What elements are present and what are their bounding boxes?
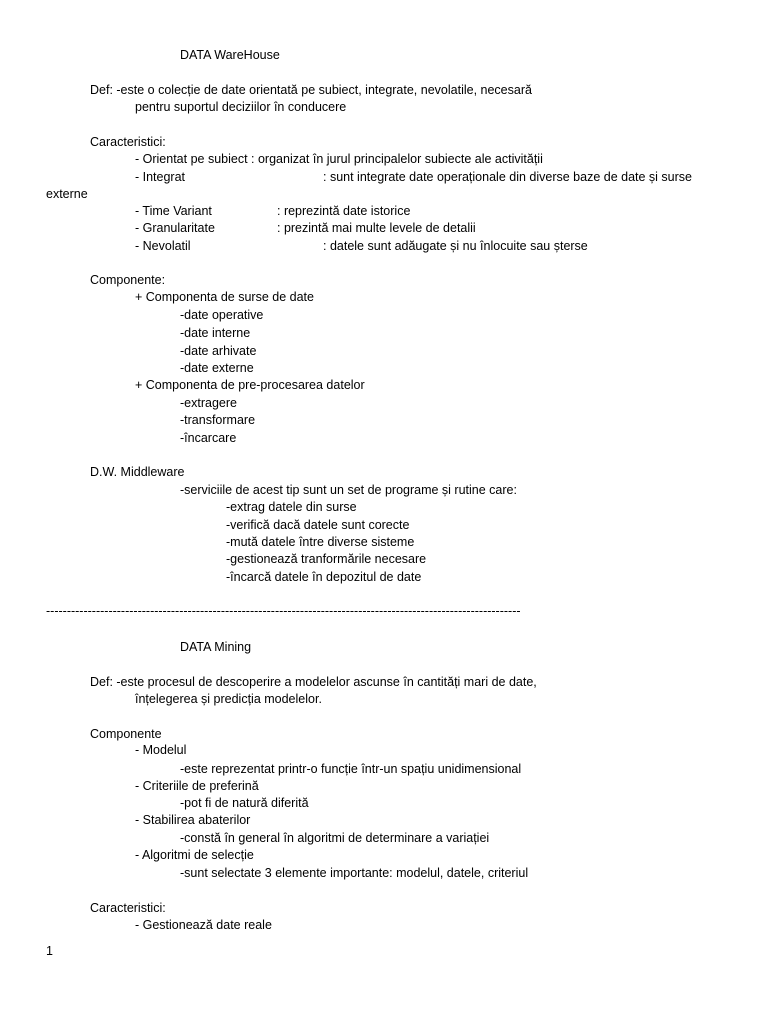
dw-characteristic-2-desc: : sunt integrate date operaționale din diverse baze de date și surse [323, 170, 692, 184]
list-item: -extragere [180, 396, 237, 410]
list-item: -mută datele între diverse sisteme [226, 535, 415, 549]
dw-characteristic-4-desc: : prezintă mai multe levele de detalii [277, 221, 476, 235]
list-item: -verifică dacă datele sunt corecte [226, 518, 410, 532]
dw-characteristic-3-desc: : reprezintă date istorice [277, 204, 411, 218]
dm-component-1-desc: -este reprezentat printr-o funcție într-un spațiu unidimensional [180, 762, 522, 776]
dm-component-4: - Algoritmi de selecție [135, 848, 254, 862]
dm-component-1: - Modelul [135, 743, 187, 757]
dw-characteristic-4-label: - Granularitate [135, 221, 215, 235]
dm-characteristic-1: - Gestionează date reale [135, 918, 272, 932]
dw-characteristic-3-label: - Time Variant [135, 204, 212, 218]
dm-characteristics-heading: Caracteristici: [90, 901, 166, 915]
dw-characteristic-5-desc: : datele sunt adăugate și nu înlocuite sau șterse [323, 239, 588, 253]
list-item: -date externe [180, 361, 254, 375]
section-separator: ------------------------------------------------------------------------------------------------------------------ [46, 604, 521, 618]
list-item: -date operative [180, 308, 264, 322]
dw-def-line1: Def: -este o colecție de date orientată pe subiect, integrate, nevolatile, necesară [90, 83, 532, 97]
dm-component-2-desc: -pot fi de natură diferită [180, 796, 309, 810]
dm-title: DATA Mining [180, 640, 252, 654]
dw-characteristic-1: - Orientat pe subiect : organizat în jurul principalelor subiecte ale activității [135, 152, 543, 166]
dw-def-line2: pentru suportul deciziilor în conducere [135, 100, 347, 114]
dm-components-heading: Componente [90, 727, 162, 741]
dw-component-a: + Componenta de surse de date [135, 290, 314, 304]
list-item: -încarcare [180, 431, 237, 445]
dm-def-line2: înțelegerea și predicția modelelor. [135, 692, 322, 706]
page-number: 1 [46, 944, 53, 958]
list-item: -transformare [180, 413, 256, 427]
dm-component-3-desc: -constă în general în algoritmi de determinare a variației [180, 831, 490, 845]
dm-component-4-desc: -sunt selectate 3 elemente importante: modelul, datele, criteriul [180, 866, 529, 880]
list-item: -date interne [180, 326, 251, 340]
dw-characteristic-5-label: - Nevolatil [135, 239, 191, 253]
dw-characteristics-heading: Caracteristici: [90, 135, 166, 149]
dw-component-b: + Componenta de pre-procesarea datelor [135, 378, 365, 392]
dw-characteristic-2-cont: externe [46, 187, 88, 201]
list-item: -date arhivate [180, 344, 257, 358]
dw-components-heading: Componente: [90, 273, 166, 287]
dw-middleware-intro: -serviciile de acest tip sunt un set de programe și rutine care: [180, 483, 517, 497]
dm-component-3: - Stabilirea abaterilor [135, 813, 251, 827]
dw-title: DATA WareHouse [180, 48, 280, 62]
dm-def-line1: Def: -este procesul de descoperire a modelelor ascunse în cantități mari de date, [90, 675, 537, 689]
list-item: -extrag datele din surse [226, 500, 357, 514]
list-item: -încarcă datele în depozitul de date [226, 570, 422, 584]
dw-characteristic-2-label: - Integrat [135, 170, 186, 184]
dm-component-2: - Criteriile de preferină [135, 779, 259, 793]
dw-middleware-heading: D.W. Middleware [90, 465, 185, 479]
list-item: -gestionează tranformările necesare [226, 552, 427, 566]
